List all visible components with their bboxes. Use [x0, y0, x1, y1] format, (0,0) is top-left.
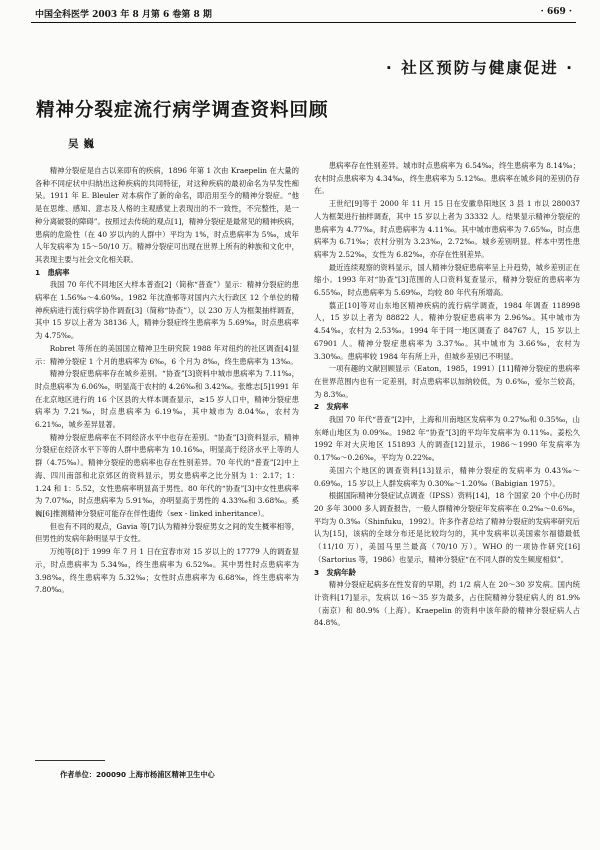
body-paragraph: 精神分裂症起病多在性发育的早期，约 1/2 病人在 20～30 岁发病。国内统计资料[17]显示，发病以 16～35 岁为最多，占住院精神分裂症病人的 81.9%（南京）和 80.9%（上海）。Kraepelin 的资料中该年龄的精神分裂症病人占 84.8%。: [314, 580, 580, 628]
body-paragraph: 患病率存在性别差异。城市时点患病率为 6.54‰，终生患病率为 8.14‰；农村时点患病率为 4.34‰，终生患病率为 5.12‰。患病率在城乡间的差别仍存在。: [314, 161, 580, 196]
body-paragraph: 万纯等[8]于 1999 年 7 月 1 日在宜春市对 15 岁以上的 17779 人的调查显示，时点患病率为 5.34‰，终生患病率为 6.52‰。其中男性时点患病率为 3.98‰，终生患病率为 5.32‰；女性时点患病率为 6.68‰，终生患病率为 7.80‰。: [35, 547, 299, 595]
body-paragraph: Robret 等所在的美国国立精神卫生研究院 1988 年对纽约的社区调查[4]显示：精神分裂症 1 个月的患病率为 6‰，6 个月为 8‰，终生患病率为 13‰。: [35, 343, 299, 366]
body-paragraph: 美国六个地区的调查资料[13]显示，精神分裂症的发病率为 0.43‰～0.69‰，15 岁以上人群发病率为 0.30‰～1.20‰（Babigian 1975）。: [314, 465, 580, 488]
body-paragraph: 王世纪[9]等于 2000 年 11 月 15 日在安徽阜阳地区 3 县 1 市以 280037 人为框架进行抽样调查，其中 15 岁以上者为 33332 人。结果显示精神分裂症的患病率为 4.77‰，时点患病率为 4.11‰。其中城市患病率为 7.65‰，时点患病率为 6.71‰；农村分别为 3.23‰，2.72‰。城乡差别明显。样本中男性患病率为 2.52‰，女性为 6.82‰，亦存在性别差异。: [314, 199, 580, 259]
article-title: 精神分裂症流行病学调查资料回顾: [36, 100, 329, 121]
body-paragraph: 精神分裂症患病率存在城乡差别。“协查”[3]资料中城市患病率为 7.11‰，时点患病率为 6.06‰，明显高于农村的 4.26‰和 3.42‰。张维志[5]1991 年在北京地区进行的 16 个区县的大样本调查显示，≥15 岁人口中，精神分裂症患病率为 7.21‰，时点患病率为 6.19‰，其中城市为 8.04‰，农村为 6.21‰，城乡差异显著。: [35, 369, 299, 430]
body-paragraph: 一项有趣的文献回顾显示（Eaton，1985，1991）[11]精神分裂症的患病率在世界范围内也有一定差别，时点患病率以加纳较低，为 0.6‰，爱尔兰较高，为 8.3‰。: [314, 364, 580, 399]
right-text-column: [314, 160, 580, 840]
journal-running-head: 中国全科医学 2003 年 8 月第 6 卷第 8 期: [35, 10, 212, 20]
body-paragraph: 根据国际精神分裂症试点调查（IPSS）资料[14]，18 个国家 20 个中心历时 20 多年 3000 多人调查报告，一般人群精神分裂症年发病率在 0.2‰～0.6‰，平均为 0.3‰（Shinfuku，1992）。许多作者总结了精神分裂症的发病率研究后认为[15]，该病的全球分布还是比较均匀的，其中发病率以美国索尔福德最低（11/10 万），美国马里兰最高（70/10 万）。WHO 的一项协作研究[16]（Sartorius 等，1986）也显示，精神分裂症“在不同人群的发生频度相似”。: [314, 491, 580, 564]
section-heading: 1 患病率: [35, 267, 70, 277]
body-paragraph: 精神分裂症患病率在不同经济水平中也存在差别。“协查”[3]资料显示，精神分裂症在经济水平下等的人群中患病率为 10.16‰，明显高于经济水平上等的人群（4.75‰）。精神分裂症的患病率也存在性别差异。70 年代的“普查”[2]中上海、四川南部和北京郊区的资料显示，男女患病率之比分别为 1：2.17；1：1.24 和 1：5.52，女性患病率明显高于男性。80 年代的“协查”[3]中女性患病率为 7.07‰，时点患病率为 5.91‰，亦明显高于男性的 4.33‰和 3.68‰。奚巍[6]推测精神分裂症可能存在伴性遗传（sex - linked inheritance）。: [35, 432, 299, 518]
page-number: · 669 ·: [540, 7, 572, 17]
body-paragraph: 翦正[10]等对山东地区精神疾病的流行病学调查，1984 年调查 118998 人，15 岁以上者为 88822 人。精神分裂症患病率为 2.96‰。其中城市为 4.54‰，农村为 2.53‰。1994 年于同一地区调查了 84767 人，15 岁以上 67901 人。精神分裂症患病率为 3.37‰。其中城市为 3.66‰，农村为 3.30‰。患病率较 1984 年有所上升，但城乡差别已不明显。: [314, 300, 580, 361]
article-author: 吴巍: [68, 138, 99, 150]
left-text-column: [35, 165, 299, 750]
body-paragraph: 精神分裂症是自古以来即有的疾病，1896 年第 1 次由 Kraepelin 在大量的各种不同症状中归纳出这种疾病的共同特征，对这种疾病的最初命名为早发性痴呆。1911 年 E. Bleuler 对本病作了新的命名，即沿用至今的精神分裂症。“他是在思维、感知、意志及人格的主观感觉上表现出的不一致性，不完整性，是一种分离破裂的障碍”。按照过去传统的观点[1]，精神分裂症是最常见的精神疾病，患病的危险性（在 40 岁以内的人群中）平均为 1%，时点患病率为 5‰，成年人年发病率为 15～50/10 万。精神分裂症可出现在世界上所有的种族和文化中，其表现主要与社会文化相关联。: [35, 166, 299, 264]
body-paragraph: 我国 70 年代“普查”[2]中，上海和川南地区发病率为 0.27‰和 0.35‰，山东峄山地区为 0.09‰。1982 年“协查”[3]的平均年发病率为 0.11‰。姜松久 1992 年对大庆地区 151893 人的调查[12]显示，1986～1990 年发病率为 0.17‰～0.26‰，平均为 0.22‰。: [314, 415, 580, 463]
header-rule: [31, 22, 576, 23]
author-affiliation-footnote: 作者单位：200090 上海市杨浦区精神卫生中心: [60, 770, 215, 779]
body-paragraph: 最近连续观察的资料显示，国人精神分裂症患病率呈上升趋势，城乡差别正在缩小。1993 年对“协查”[3]范围的人口资料复查显示，精神分裂症的患病率为 6.55‰，时点患病率为 5.69‰，均较 80 年代有所增高。: [314, 262, 580, 298]
footnote-rule: [35, 760, 105, 761]
section-heading: 3 发病年龄: [314, 567, 356, 577]
section-banner: · 社区预防与健康促进 ·: [385, 59, 574, 77]
body-paragraph: 我国 70 年代不同地区大样本普查[2]（简称“普查”）显示：精神分裂症的患病率在 1.56‰～4.60‰。1982 年沈渔邨等对国内六大行政区 12 个单位的精神疾病进行流行病学协作调查[3]（简称“协查”），以 230 万人为框架抽样调查，其中 15 岁以上者为 38136 人，精神分裂症终生患病率为 5.69‰，时点患病率为 4.75‰。: [35, 280, 299, 341]
body-paragraph: 但也有不同的观点，Gavia 等[7]认为精神分裂症男女之间的发生概率相等，但男性的发病年龄明显早于女性。: [35, 521, 299, 544]
section-heading: 2 发病率: [314, 402, 349, 412]
